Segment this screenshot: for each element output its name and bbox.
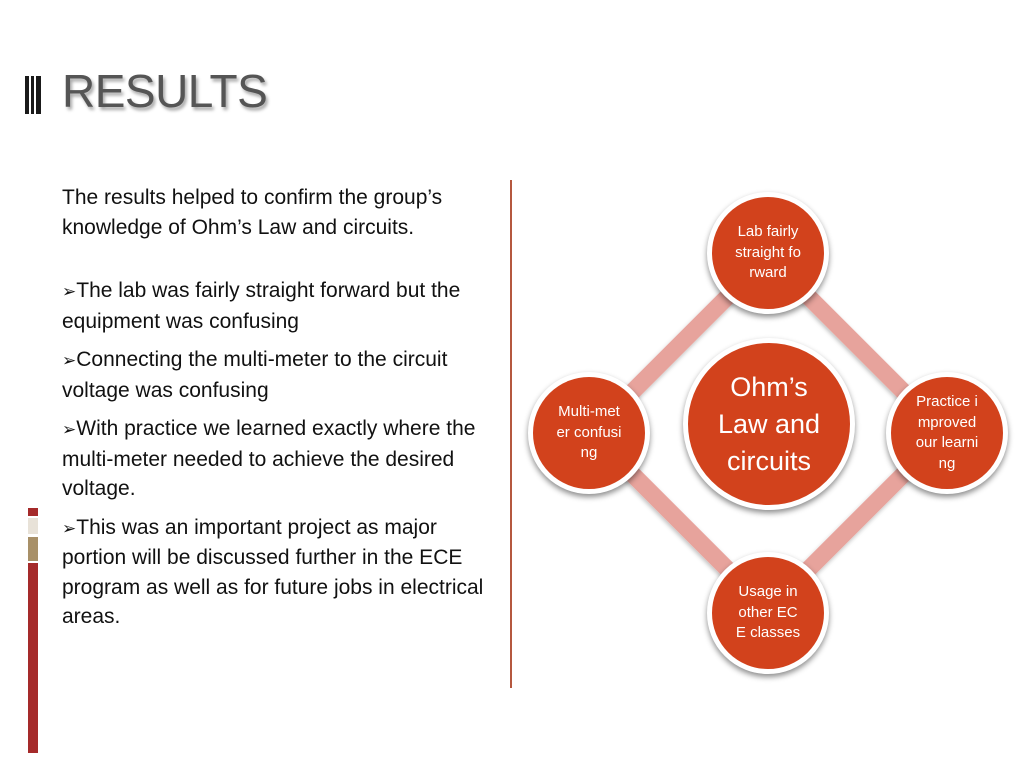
column-divider bbox=[510, 180, 512, 688]
bullet-item bbox=[62, 414, 502, 504]
bullet-text: This was an important project as major portion will be discussed further in the ECE program as well as for future jobs in electrical areas. bbox=[62, 515, 484, 628]
arrow-bullet-icon: ➢ bbox=[62, 282, 77, 301]
side-strip-segment bbox=[28, 508, 38, 516]
bullet-text: Connecting the multi-meter to the circuit voltage was confusing bbox=[62, 348, 448, 402]
bullet-text: The lab was fairly straight forward but the equipment was confusing bbox=[62, 279, 461, 333]
body-text bbox=[62, 183, 502, 641]
diagram-node-top: Lab fairly straight forward bbox=[707, 192, 829, 314]
slide-title: RESULTS bbox=[62, 65, 268, 117]
arrow-bullet-icon: ➢ bbox=[62, 518, 77, 538]
cycle-diagram bbox=[525, 180, 1024, 680]
diagram-node-left: Multi-meter confusing bbox=[528, 372, 650, 494]
arrow-bullet-icon: ➢ bbox=[62, 351, 77, 370]
side-strip-segment bbox=[28, 537, 38, 561]
side-strip-segment bbox=[28, 518, 38, 534]
bullet-item bbox=[62, 276, 502, 336]
side-strip-segment bbox=[28, 563, 38, 753]
bullet-item bbox=[62, 513, 502, 632]
intro-paragraph: The results helped to confirm the group’s knowledge of Ohm’s Law and circuits. bbox=[62, 186, 443, 239]
bullet-text: With practice we learned exactly where the multi-meter needed to achieve the desired voltage. bbox=[62, 417, 476, 500]
title-accent-bars-icon bbox=[25, 76, 41, 114]
diagram-node-bottom: Usage in other ECE classes bbox=[707, 552, 829, 674]
arrow-bullet-icon: ➢ bbox=[62, 420, 77, 439]
diagram-node-right: Practice improved our learning bbox=[886, 372, 1008, 494]
bullet-item bbox=[62, 345, 502, 405]
diagram-node-center: Ohm’s Law and circuits bbox=[683, 338, 855, 510]
